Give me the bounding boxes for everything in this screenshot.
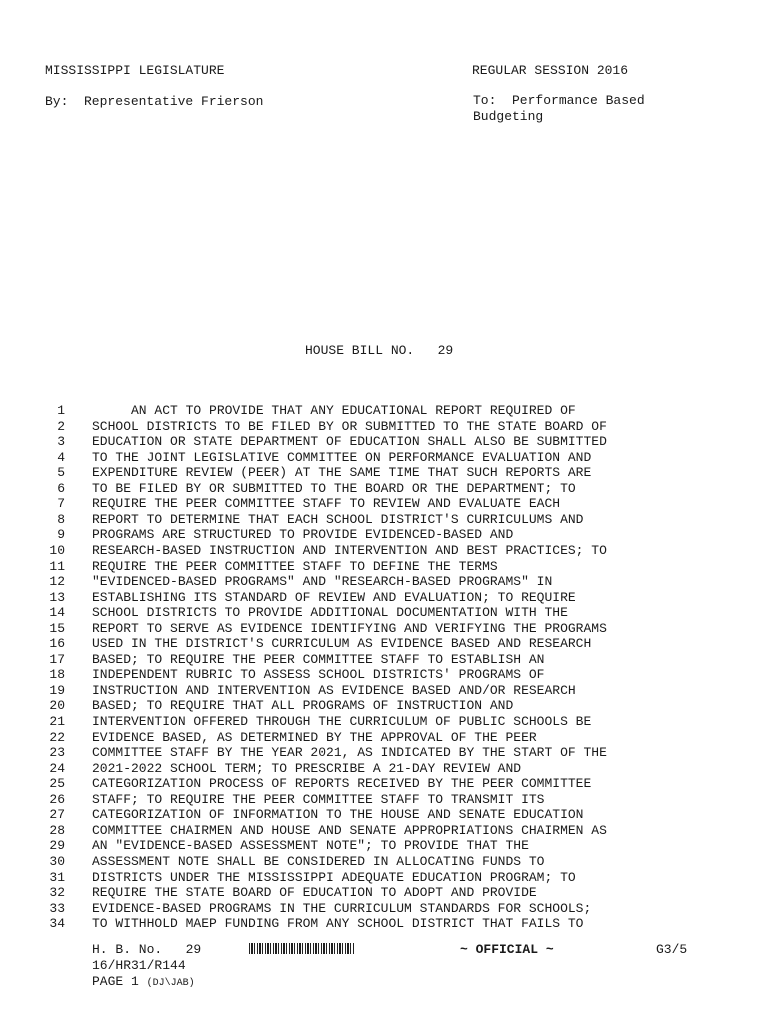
body-line [0,450,770,466]
line-text: REQUIRE THE STATE BOARD OF EDUCATION TO ADOPT AND PROVIDE [92,885,537,901]
line-number: 15 [49,620,65,636]
line-number: 8 [57,511,65,527]
line-text: CATEGORIZATION OF INFORMATION TO THE HOUSE AND SENATE EDUCATION [92,807,584,823]
line-number: 19 [49,682,65,698]
line-number: 3 [57,434,65,450]
line-text: REQUIRE THE PEER COMMITTEE STAFF TO REVIEW AND EVALUATE EACH [92,496,561,512]
line-text: INSTRUCTION AND INTERVENTION AS EVIDENCE BASED AND/OR RESEARCH [92,682,576,698]
line-number: 27 [49,807,65,823]
line-number: 22 [49,729,65,745]
line-text: EDUCATION OR STATE DEPARTMENT OF EDUCATION SHALL ALSO BE SUBMITTED [92,434,607,450]
body-line [0,714,770,730]
line-number: 14 [49,605,65,621]
body-line [0,823,770,839]
line-text: EVIDENCE BASED, AS DETERMINED BY THE APPROVAL OF THE PEER [92,729,537,745]
body-line [0,776,770,792]
body-line [0,434,770,450]
body-line [0,683,770,699]
body-line [0,667,770,683]
legislature-name: MISSISSIPPI LEGISLATURE [45,63,225,78]
body-line [0,745,770,761]
body-line [0,403,770,419]
body-line [0,419,770,435]
bill-title: HOUSE BILL NO. 29 [305,343,454,358]
line-text: SCHOOL DISTRICTS TO PROVIDE ADDITIONAL DOCUMENTATION WITH THE [92,605,568,621]
body-line [0,838,770,854]
line-number: 23 [49,745,65,761]
line-text: STAFF; TO REQUIRE THE PEER COMMITTEE STAFF TO TRANSMIT ITS [92,791,545,807]
line-text: AN "EVIDENCE-BASED ASSESSMENT NOTE"; TO PROVIDE THAT THE [92,838,529,854]
line-text: USED IN THE DISTRICT'S CURRICULUM AS EVIDENCE BASED AND RESEARCH [92,636,592,652]
body-line [0,901,770,917]
line-text: EXPENDITURE REVIEW (PEER) AT THE SAME TIME THAT SUCH REPORTS ARE [92,465,592,481]
line-text: AN ACT TO PROVIDE THAT ANY EDUCATIONAL REPORT REQUIRED OF [92,403,576,418]
body-line [0,527,770,543]
line-text: "EVIDENCED-BASED PROGRAMS" AND "RESEARCH-BASED PROGRAMS" IN [92,574,553,590]
committee-line-1: To: Performance Based [473,93,645,108]
sponsor-line: By: Representative Frierson [45,94,264,109]
body-line [0,636,770,652]
footer-page [92,974,195,992]
body-line [0,512,770,528]
body-line [0,792,770,808]
line-number: 20 [49,698,65,714]
line-number: 10 [49,542,65,558]
line-number: 7 [57,496,65,512]
body-line [0,481,770,497]
footer-code: G3/5 [656,942,688,957]
line-number: 9 [57,527,65,543]
line-number: 12 [49,574,65,590]
line-text: 2021-2022 SCHOOL TERM; TO PRESCRIBE A 21-DAY REVIEW AND [92,760,522,776]
line-text: PROGRAMS ARE STRUCTURED TO PROVIDE EVIDENCED-BASED AND [92,527,514,543]
official-label: ~ OFFICIAL ~ [460,942,554,957]
body-line [0,730,770,746]
line-number: 21 [49,714,65,729]
session-label: REGULAR SESSION 2016 [472,63,629,78]
body-line [0,465,770,481]
line-text: EVIDENCE-BASED PROGRAMS IN THE CURRICULUM STANDARDS FOR SCHOOLS; [92,900,592,916]
line-text: REPORT TO SERVE AS EVIDENCE IDENTIFYING AND VERIFYING THE PROGRAMS [92,620,607,636]
line-text: TO BE FILED BY OR SUBMITTED TO THE BOARD OR THE DEPARTMENT; TO [92,480,576,496]
page-number: PAGE 1 [92,974,139,989]
barcode-icon [249,943,355,954]
line-text: COMMITTEE STAFF BY THE YEAR 2021, AS INDICATED BY THE START OF THE [92,745,607,761]
line-number: 34 [49,916,65,932]
line-number: 6 [57,480,65,496]
line-number: 28 [49,822,65,838]
body-line [0,807,770,823]
line-text: BASED; TO REQUIRE THAT ALL PROGRAMS OF INSTRUCTION AND [92,698,514,714]
line-text: TO WITHHOLD MAEP FUNDING FROM ANY SCHOOL DISTRICT THAT FAILS TO [92,916,584,932]
footer-bill-number: H. B. No. 29 [92,942,202,957]
line-number: 11 [49,558,65,574]
body-line [0,605,770,621]
body-line [0,652,770,668]
line-number: 24 [49,760,65,776]
footer-reference: 16/HR31/R144 [92,958,186,973]
body-line [0,574,770,590]
line-number: 25 [49,776,65,792]
line-text: BASED; TO REQUIRE THE PEER COMMITTEE STAFF TO ESTABLISH AN [92,651,545,667]
line-text: INTERVENTION OFFERED THROUGH THE CURRICULUM OF PUBLIC SCHOOLS BE [92,714,592,729]
line-number: 26 [49,791,65,807]
line-text: ESTABLISHING ITS STANDARD OF REVIEW AND EVALUATION; TO REQUIRE [92,589,576,605]
body-line [0,885,770,901]
line-number: 30 [49,853,65,869]
line-text: INDEPENDENT RUBRIC TO ASSESS SCHOOL DISTRICTS' PROGRAMS OF [92,667,545,683]
body-line [0,698,770,714]
body-line [0,559,770,575]
line-number: 5 [57,465,65,481]
line-text: COMMITTEE CHAIRMEN AND HOUSE AND SENATE APPROPRIATIONS CHAIRMEN AS [92,822,607,838]
line-text: CATEGORIZATION PROCESS OF REPORTS RECEIVED BY THE PEER COMMITTEE [92,776,592,792]
line-text: TO THE JOINT LEGISLATIVE COMMITTEE ON PERFORMANCE EVALUATION AND [92,449,592,465]
body-line [0,543,770,559]
body-line [0,761,770,777]
line-text: REQUIRE THE PEER COMMITTEE STAFF TO DEFINE THE TERMS [92,558,498,574]
line-text: RESEARCH-BASED INSTRUCTION AND INTERVENTION AND BEST PRACTICES; TO [92,542,607,558]
body-line [0,870,770,886]
line-number: 16 [49,636,65,652]
body-line [0,916,770,932]
committee-line-2: Budgeting [473,109,544,124]
body-line [0,621,770,637]
line-text: REPORT TO DETERMINE THAT EACH SCHOOL DISTRICT'S CURRICULUMS AND [92,511,584,527]
body-line [0,854,770,870]
line-text: ASSESSMENT NOTE SHALL BE CONSIDERED IN ALLOCATING FUNDS TO [92,853,545,869]
line-text: DISTRICTS UNDER THE MISSISSIPPI ADEQUATE EDUCATION PROGRAM; TO [92,869,576,885]
line-number: 1 [57,403,65,418]
line-number: 31 [49,869,65,885]
body-line [0,496,770,512]
line-number: 2 [57,418,65,434]
line-number: 17 [49,651,65,667]
body-line [0,590,770,606]
line-number: 29 [49,838,65,854]
line-number: 33 [49,900,65,916]
drafter-initials: (DJ\JAB) [146,978,195,989]
line-number: 4 [57,449,65,465]
line-text: SCHOOL DISTRICTS TO BE FILED BY OR SUBMITTED TO THE STATE BOARD OF [92,418,607,434]
line-number: 32 [49,885,65,901]
line-number: 18 [49,667,65,683]
line-number: 13 [49,589,65,605]
